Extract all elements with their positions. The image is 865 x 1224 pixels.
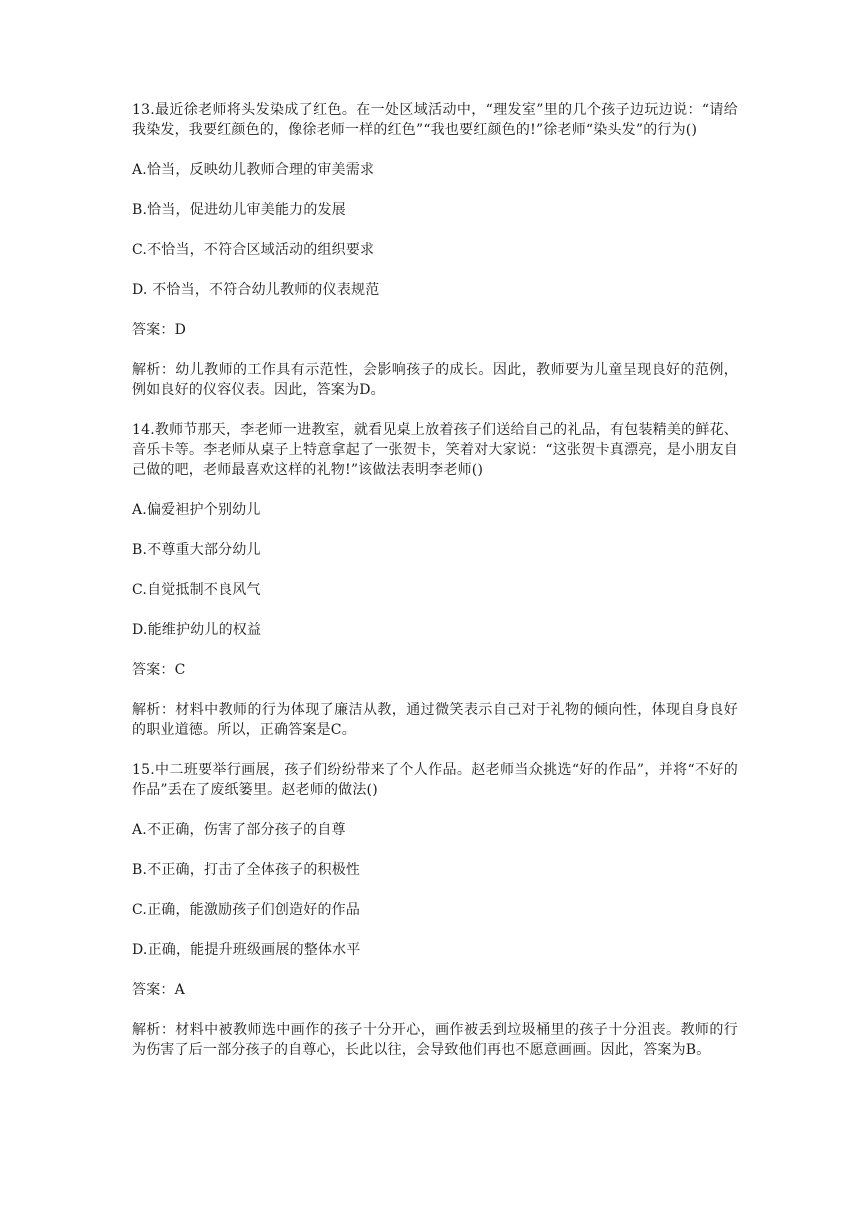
answer: 答案：A	[132, 982, 185, 998]
question-stem: 15.中二班要举行画展，孩子们纷纷带来了个人作品。赵老师当众挑选“好的作品”，并将“不好的作品”丢在了废纸篓里。赵老师的做法()	[132, 762, 738, 798]
answer: 答案：C	[132, 662, 186, 678]
option-c: C.正确，能激励孩子们创造好的作品	[132, 902, 361, 918]
analysis: 解析：材料中教师的行为体现了廉洁从教，通过微笑表示自己对于礼物的倾向性，体现自身良好的职业道德。所以，正确答案是C。	[132, 702, 738, 738]
question-block-14	[132, 420, 738, 740]
document-page	[132, 100, 738, 1060]
question-block-13	[132, 100, 738, 400]
option-a: A.偏爱袒护个别幼儿	[132, 502, 261, 518]
question-stem: 13.最近徐老师将头发染成了红色。在一处区域活动中，“理发室”里的几个孩子边玩边说：“请给我染发，我要红颜色的，像徐老师一样的红色”“我也要红颜色的!”徐老师“染头发”的行为()	[132, 102, 738, 138]
question-stem: 14.教师节那天，李老师一进教室，就看见桌上放着孩子们送给自己的礼品，有包装精美的鲜花、音乐卡等。李老师从桌子上特意拿起了一张贺卡，笑着对大家说：“这张贺卡真漂亮，是小朋友自己做的吧，老师最喜欢这样的礼物!”该做法表明李老师()	[132, 422, 738, 478]
option-d: D. 不恰当，不符合幼儿教师的仪表规范	[132, 282, 380, 298]
question-block-15	[132, 760, 738, 1060]
option-c: C.不恰当，不符合区域活动的组织要求	[132, 242, 375, 258]
option-b: B.不正确，打击了全体孩子的积极性	[132, 862, 361, 878]
option-a: A.恰当，反映幼儿教师合理的审美需求	[132, 162, 375, 178]
option-c: C.自觉抵制不良风气	[132, 582, 261, 598]
option-b: B.恰当，促进幼儿审美能力的发展	[132, 202, 346, 218]
option-d: D.正确，能提升班级画展的整体水平	[132, 942, 361, 958]
analysis: 解析：材料中被教师选中画作的孩子十分开心，画作被丢到垃圾桶里的孩子十分沮丧。教师的行为伤害了后一部分孩子的自尊心，长此以往，会导致他们再也不愿意画画。因此，答案为B。	[132, 1022, 738, 1058]
analysis: 解析：幼儿教师的工作具有示范性，会影响孩子的成长。因此，教师要为儿童呈现良好的范例，例如良好的仪容仪表。因此，答案为D。	[132, 362, 738, 398]
option-a: A.不正确，伤害了部分孩子的自尊	[132, 822, 346, 838]
answer: 答案：D	[132, 322, 187, 338]
option-b: B.不尊重大部分幼儿	[132, 542, 261, 558]
option-d: D.能维护幼儿的权益	[132, 622, 262, 638]
